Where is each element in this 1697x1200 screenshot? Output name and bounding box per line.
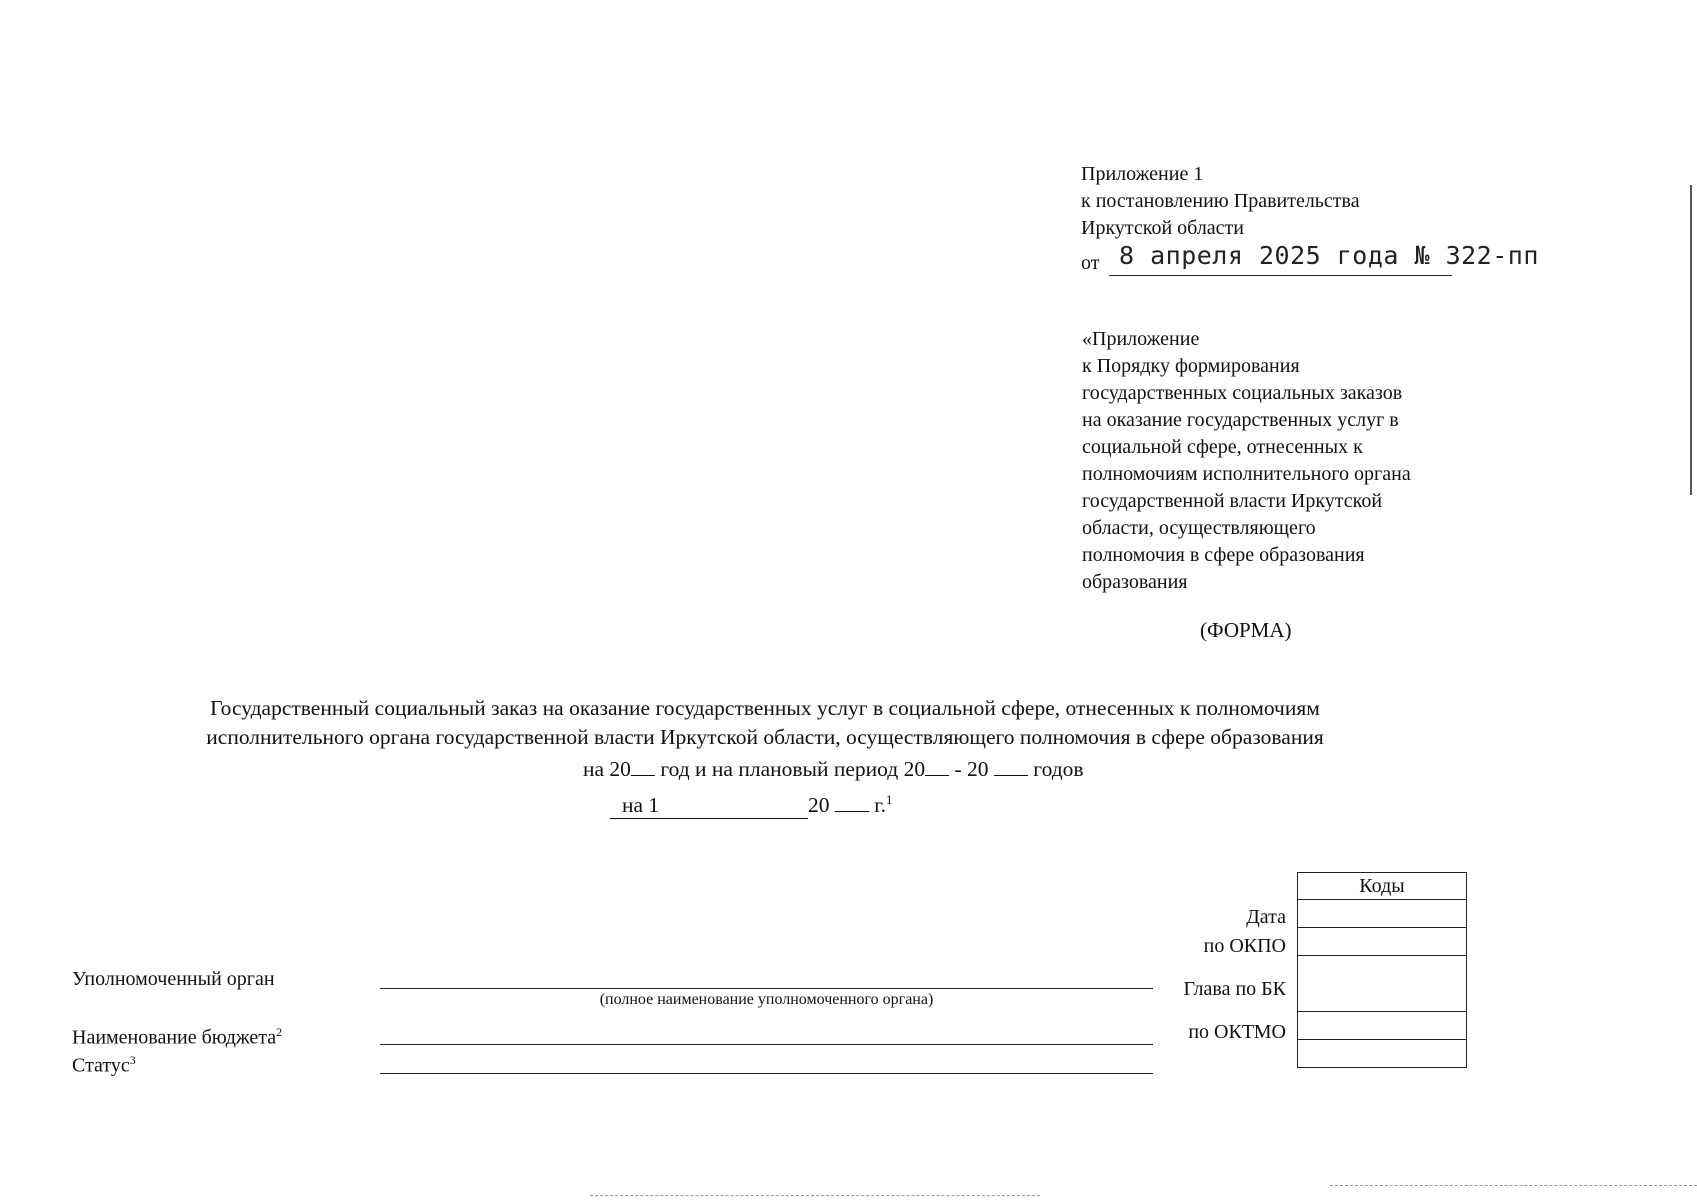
- asof-line: [610, 792, 893, 819]
- code-cell-oktmo[interactable]: [1298, 1012, 1467, 1040]
- authority-label: Уполномоченный орган: [72, 968, 275, 990]
- decree-date: 8 апреля 2025 года № 322-пп: [1119, 241, 1539, 270]
- order-line: полномочиям исполнительного органа: [1082, 463, 1411, 485]
- order-line: образования: [1082, 571, 1188, 593]
- scan-artifact: [590, 1195, 1040, 1196]
- status-field[interactable]: [380, 1073, 1153, 1074]
- period-part: годов: [1033, 757, 1084, 781]
- label-date: Дата: [1246, 906, 1286, 928]
- budget-label-wrap: [72, 1025, 282, 1050]
- scan-edge-mark: [1690, 185, 1692, 495]
- budget-label: Наименование бюджета: [72, 1026, 277, 1049]
- year-blank[interactable]: [835, 793, 869, 812]
- code-cell-okpo[interactable]: [1298, 928, 1467, 956]
- label-oktmo: по ОКТМО: [1188, 1021, 1286, 1043]
- authority-hint: (полное наименование уполномоченного органа): [599, 991, 934, 1008]
- order-line: «Приложение: [1082, 328, 1200, 350]
- decree-underline: [1109, 275, 1452, 276]
- order-line: социальной сфере, отнесенных к: [1082, 436, 1363, 458]
- title-line-1: Государственный социальный заказ на оказание государственных услуг в социальной сфере, отнесенных к полномочиям: [210, 696, 1320, 720]
- title-line-2: исполнительного органа государственной власти Иркутской области, осуществляющего полномочия в сфере образования: [206, 725, 1324, 749]
- footnote-ref: 2: [276, 1025, 283, 1039]
- budget-field[interactable]: [380, 1044, 1153, 1045]
- period-part: на 20: [583, 757, 631, 781]
- period-part: год и на плановый период 20: [660, 757, 926, 781]
- codes-header: Коды: [1298, 873, 1467, 900]
- decree-prefix: от: [1081, 252, 1100, 274]
- document-title: [0, 694, 1530, 752]
- footnote-ref: 1: [886, 792, 893, 807]
- status-label-wrap: [72, 1053, 136, 1078]
- order-appendix: [1082, 326, 1411, 596]
- year-blank[interactable]: [631, 757, 655, 776]
- footnote-ref: 3: [129, 1053, 136, 1067]
- asof-prefix: на 1: [622, 793, 660, 818]
- order-line: полномочия в сфере образования: [1082, 544, 1365, 566]
- year-blank[interactable]: [994, 757, 1028, 776]
- year-blank[interactable]: [925, 757, 949, 776]
- codes-table: [1297, 872, 1467, 1068]
- form-label: (ФОРМА): [1200, 618, 1292, 642]
- code-cell-bk[interactable]: [1298, 956, 1467, 1012]
- appendix-line: к постановлению Правительства: [1081, 190, 1360, 212]
- status-label: Статус: [72, 1054, 130, 1077]
- appendix-line: Приложение 1: [1081, 163, 1204, 185]
- asof-date-field[interactable]: [610, 793, 808, 819]
- appendix-line: Иркутской области: [1081, 217, 1244, 239]
- code-cell-date[interactable]: [1298, 900, 1467, 928]
- order-line: к Порядку формирования: [1082, 355, 1300, 377]
- decree-line: [1081, 241, 1539, 276]
- order-line: государственных социальных заказов: [1082, 382, 1403, 404]
- code-cell-extra[interactable]: [1298, 1040, 1467, 1068]
- asof-year: 20: [808, 793, 830, 818]
- label-bk: Глава по БК: [1183, 978, 1286, 1000]
- label-okpo: по ОКПО: [1203, 935, 1286, 957]
- scan-artifact: [1330, 1185, 1697, 1186]
- appendix-header: [1081, 161, 1539, 276]
- order-line: на оказание государственных услуг в: [1082, 409, 1399, 431]
- authority-field[interactable]: [380, 988, 1153, 989]
- order-line: области, осуществляющего: [1082, 517, 1316, 539]
- period-part: - 20: [954, 757, 989, 781]
- period-line: [583, 757, 1084, 782]
- order-line: государственной власти Иркутской: [1082, 490, 1383, 512]
- asof-suffix: г.: [874, 793, 887, 818]
